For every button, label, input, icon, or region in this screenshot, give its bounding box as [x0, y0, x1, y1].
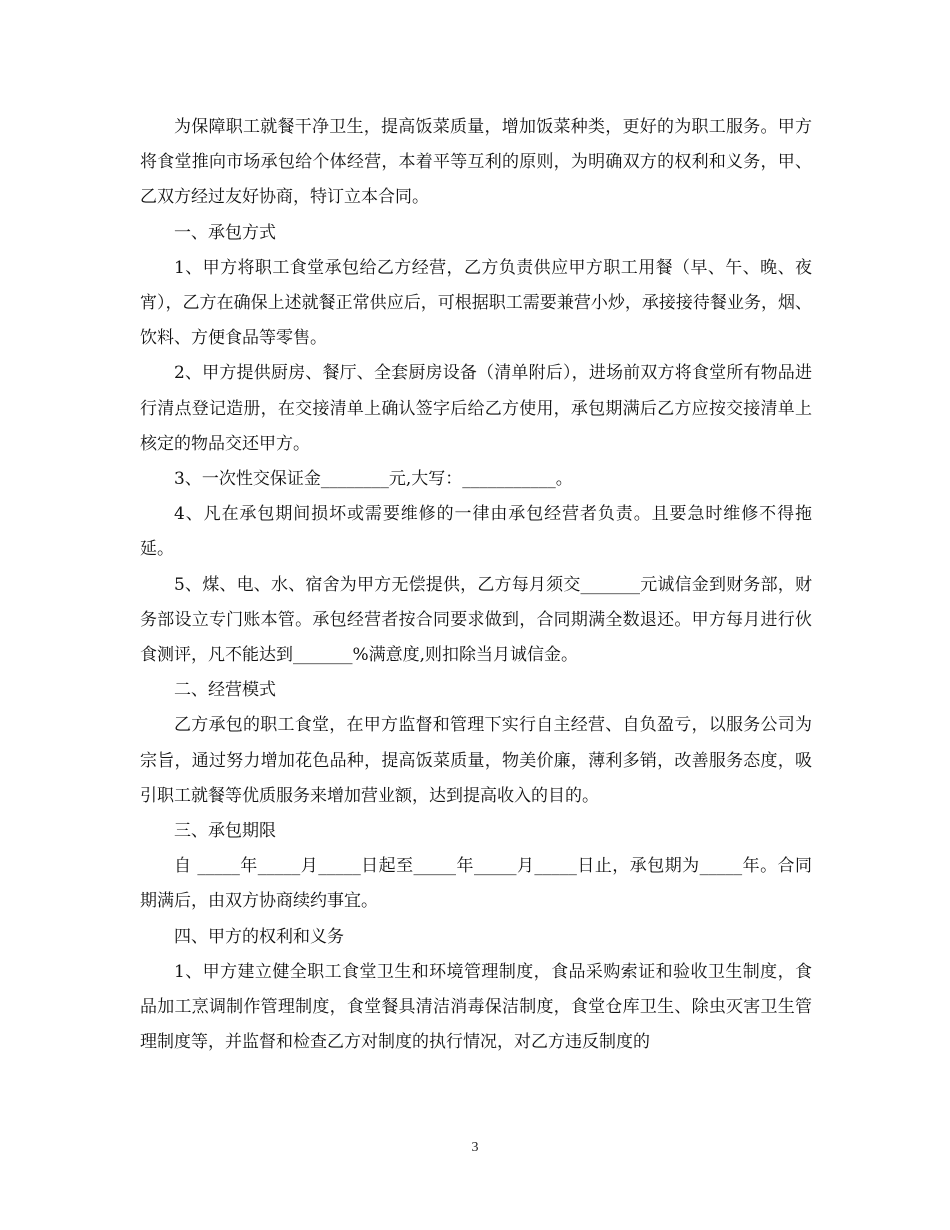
section-heading-contract-method: 一、承包方式 — [174, 222, 276, 243]
paragraph-clause-1-1: 1、甲方将职工食堂承包给乙方经营，乙方负责供应甲方职工用餐（早、午、晚、夜宵），乙方在确保上述就餐正常供应后，可根据职工需要兼营小炒，承接接待餐业务，烟、饮料、方便食品等零售。 — [140, 257, 812, 349]
paragraph-clause-1-3: 3、一次性交保证金________元,大写：___________。 — [174, 469, 573, 490]
paragraph-clause-1-5: 5、煤、电、水、宿舍为甲方无偿提供，乙方每月须交_______元诚信金到财务部，财务部设立专门账本管。承包经营者按合同要求做到，合同期满全数退还。甲方每月进行伙食测评，凡不能达到_______%满意度,则扣除当月诚信金。 — [140, 574, 812, 666]
paragraph-clause-1-4: 4、凡在承包期间损坏或需要维修的一律由承包经营者负责。且要急时维修不得拖延。 — [140, 504, 812, 560]
paragraph-intro: 为保障职工就餐干净卫生，提高饭菜质量，增加饭菜种类，更好的为职工服务。甲方将食堂推向市场承包给个体经营，本着平等互利的原则，为明确双方的权利和义务，甲、乙双方经过友好协商，特订立本合同。 — [140, 117, 812, 208]
document-body — [140, 110, 812, 1060]
paragraph-contract-term: 自 _____年_____月_____日起至_____年_____月_____日止，承包期为_____年。合同期满后，由双方协商续约事宜。 — [140, 856, 812, 912]
section-heading-party-a-rights: 四、甲方的权利和义务 — [174, 926, 344, 947]
paragraph-business-mode: 乙方承包的职工食堂，在甲方监督和管理下实行自主经营、自负盈亏，以服务公司为宗旨，通过努力增加花色品种，提高饭菜质量，物美价廉，薄利多销，改善服务态度，吸引职工就餐等优质服务来增加营业额，达到提高收入的目的。 — [140, 715, 812, 806]
page-number: 3 — [471, 1140, 479, 1155]
section-heading-contract-term: 三、承包期限 — [174, 821, 276, 842]
paragraph-clause-1-2: 2、甲方提供厨房、餐厅、全套厨房设备（清单附后），进场前双方将食堂所有物品进行清点登记造册，在交接清单上确认签字后给乙方使用，承包期满后乙方应按交接清单上核定的物品交还甲方。 — [140, 363, 812, 454]
section-heading-business-mode: 二、经营模式 — [174, 680, 276, 701]
paragraph-clause-4-1: 1、甲方建立健全职工食堂卫生和环境管理制度，食品采购索证和验收卫生制度，食品加工烹调制作管理制度，食堂餐具清洁消毒保洁制度，食堂仓库卫生、除虫灭害卫生管理制度等，并监督和检查乙方对制度的执行情况，对乙方违反制度的 — [140, 961, 812, 1053]
